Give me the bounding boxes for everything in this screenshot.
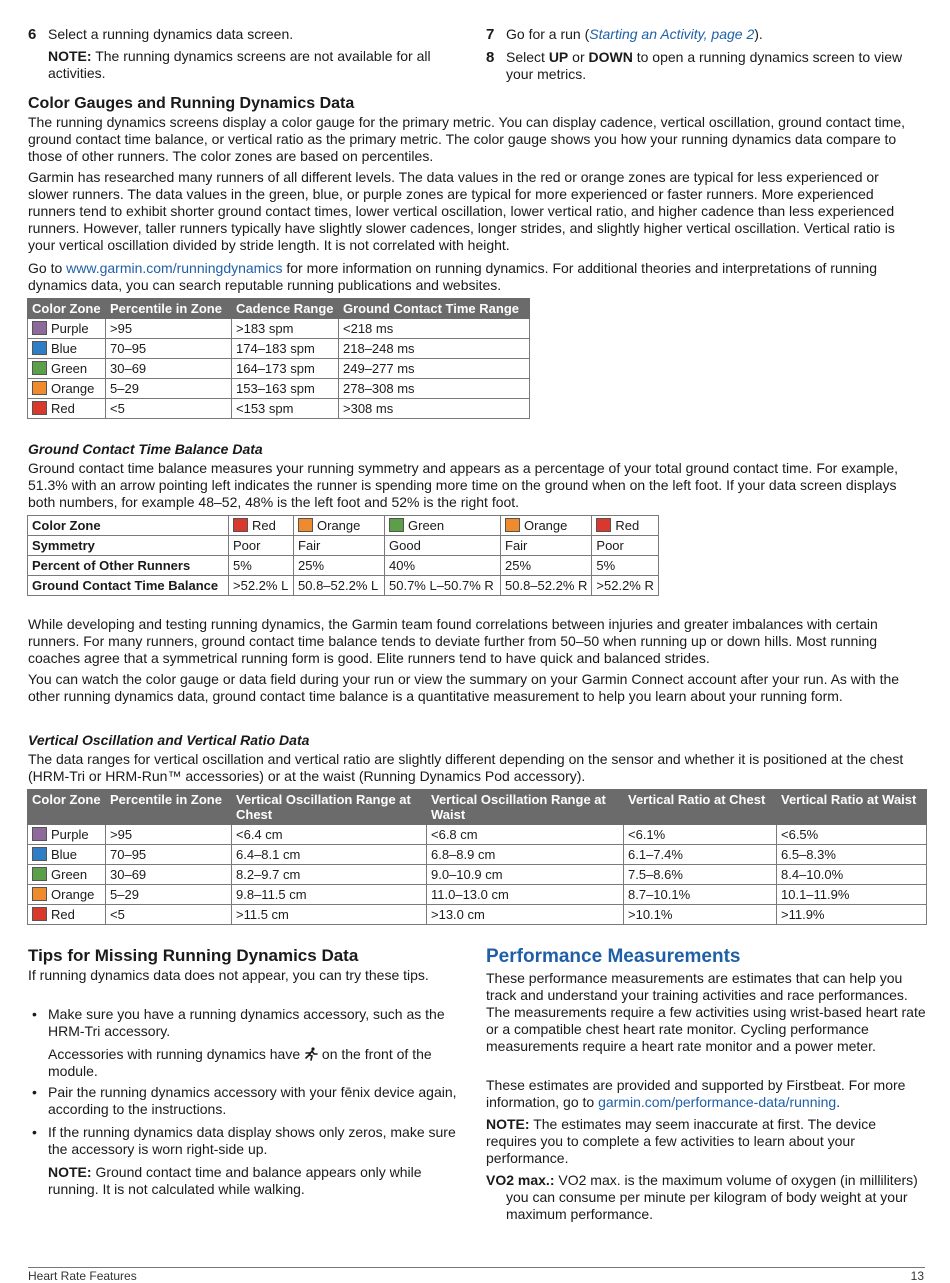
paragraph: If running dynamics data does not appear, you can try these tips. bbox=[28, 967, 429, 983]
table-cell: 50.8–52.2% R bbox=[501, 576, 592, 596]
table-cell: <6.4 cm bbox=[232, 825, 427, 845]
paragraph: You can watch the color gauge or data field during your run or view the summary on your Garmin Connect account after your run. As with the other running dynamics data, ground contact time balance is a quantitative measurement to help you learn about your running form. bbox=[28, 671, 900, 704]
table-row bbox=[28, 359, 530, 379]
note-label: NOTE: bbox=[486, 1116, 530, 1132]
col-header: Color Zone bbox=[28, 299, 106, 319]
zone-label: Red bbox=[51, 907, 75, 922]
step-note bbox=[48, 48, 458, 82]
zone-cell bbox=[28, 379, 106, 399]
zone-cell bbox=[28, 885, 106, 905]
zone-cell bbox=[28, 845, 106, 865]
list-item bbox=[28, 1006, 468, 1080]
bullet-text: Pair the running dynamics accessory with your fēnix device again, according to the instructions. bbox=[48, 1084, 457, 1117]
color-swatch bbox=[32, 907, 47, 921]
zone-label: Blue bbox=[51, 847, 78, 862]
col-header: Color Zone bbox=[28, 790, 106, 825]
key-up: UP bbox=[548, 49, 569, 65]
table-cell: 5–29 bbox=[106, 379, 232, 399]
section-title-gct-balance: Ground Contact Time Balance Data bbox=[28, 441, 263, 457]
table-row bbox=[28, 536, 659, 556]
text: . bbox=[836, 1094, 841, 1110]
zone-label: Green bbox=[408, 518, 445, 533]
paragraph: Garmin has researched many runners of all different levels. The data values in the red or orange zones are typical for less experienced or slower runners. The data values in the green, blue, or purple zones are typical for more experienced or faster runners. More experienced runners tend to exhibit shorter ground contact times, lower vertical oscillation, lower vertical ratio, and higher cadence than less experienced runners. However, taller runners typically have slightly slower cadences, longer strides, and slightly higher vertical oscillation. Vertical ratio is your vertical oscillation divided by stride length. It is not correlated with height. bbox=[28, 169, 895, 253]
table-cell: <218 ms bbox=[339, 319, 530, 339]
list-item bbox=[28, 1124, 468, 1198]
col-header: Vertical Ratio at Waist bbox=[777, 790, 927, 825]
table-cell: 8.4–10.0% bbox=[777, 865, 927, 885]
paragraph: While developing and testing running dynamics, the Garmin team found correlations between injuries and greater imbalances with certain runners. For many runners, ground contact time balance tends to deviate further from 50–50 when running up or down hills. Most running coaches agree that a symmetrical running form is good. Elite runners tend to have quick and balanced strides. bbox=[28, 616, 878, 666]
row-label: Ground Contact Time Balance bbox=[28, 576, 229, 596]
footer-rule bbox=[28, 1267, 925, 1268]
col-header: Percentile in Zone bbox=[106, 299, 232, 319]
step-text bbox=[506, 26, 926, 43]
zone-cell bbox=[28, 399, 106, 419]
cross-reference-link[interactable]: Starting an Activity, page 2 bbox=[589, 26, 755, 42]
zone-cell bbox=[28, 825, 106, 845]
table-cell: Poor bbox=[229, 536, 294, 556]
note bbox=[486, 1116, 926, 1167]
color-swatch bbox=[32, 401, 47, 415]
bullet-text: If the running dynamics data display shows only zeros, make sure the accessory is worn right-side up. bbox=[48, 1124, 456, 1157]
definition bbox=[486, 1172, 926, 1223]
zone-label: Purple bbox=[51, 827, 89, 842]
col-header: Cadence Range bbox=[232, 299, 339, 319]
table-cell: 30–69 bbox=[106, 865, 232, 885]
definition-body: VO2 max. is the maximum volume of oxygen (in milliliters) you can consume per minute per kilogram of body weight at your maximum performance. bbox=[506, 1172, 918, 1222]
section-title-performance: Performance Measurements bbox=[486, 946, 741, 967]
table-cell: >52.2% L bbox=[229, 576, 294, 596]
step-text-pre: Select bbox=[506, 49, 549, 65]
table-cell: 8.7–10.1% bbox=[624, 885, 777, 905]
step-7 bbox=[486, 26, 926, 43]
table-cell: 174–183 spm bbox=[232, 339, 339, 359]
zone-label: Blue bbox=[51, 341, 78, 356]
table-cell: 6.8–8.9 cm bbox=[427, 845, 624, 865]
key-down: DOWN bbox=[588, 49, 633, 65]
color-swatch bbox=[32, 321, 47, 335]
zone-cell bbox=[28, 319, 106, 339]
color-swatch bbox=[32, 341, 47, 355]
table-cell: 249–277 ms bbox=[339, 359, 530, 379]
table-cell: 5% bbox=[592, 556, 659, 576]
footer-section-name: Heart Rate Features bbox=[28, 1269, 137, 1283]
table-row bbox=[28, 576, 659, 596]
zone-label: Red bbox=[615, 518, 640, 533]
zone-cell bbox=[28, 905, 106, 925]
zone-cell bbox=[229, 516, 294, 536]
paragraph: The data ranges for vertical oscillation and vertical ratio are slightly different depending on the sensor and whether it is positioned at the chest (HRM-Tri or HRM-Run™ accessories) or at the waist (Running Dynamics Pod accessory). bbox=[28, 751, 904, 784]
row-label: Percent of Other Runners bbox=[28, 556, 229, 576]
table-cell: 25% bbox=[294, 556, 385, 576]
table-row bbox=[28, 845, 927, 865]
note-label: NOTE: bbox=[48, 48, 92, 64]
table-cell: 164–173 spm bbox=[232, 359, 339, 379]
definition-term: VO2 max.: bbox=[486, 1172, 555, 1188]
step-number: 8 bbox=[486, 49, 495, 66]
zone-cell bbox=[28, 865, 106, 885]
table-cell: 6.5–8.3% bbox=[777, 845, 927, 865]
table-row bbox=[28, 865, 927, 885]
note bbox=[48, 1164, 468, 1198]
note-text: The estimates may seem inaccurate at first. The device requires you to complete a few activities to learn about your performance. bbox=[486, 1116, 877, 1166]
table-cell: >11.5 cm bbox=[232, 905, 427, 925]
table-row bbox=[28, 905, 927, 925]
table-cell: 6.1–7.4% bbox=[624, 845, 777, 865]
step-number: 6 bbox=[28, 26, 37, 43]
step-text bbox=[506, 49, 926, 83]
table-cell: <153 spm bbox=[232, 399, 339, 419]
table-cell: 11.0–13.0 cm bbox=[427, 885, 624, 905]
paragraph bbox=[28, 260, 920, 294]
bullet: • bbox=[32, 1084, 37, 1100]
vertical-oscillation-table bbox=[27, 789, 927, 925]
row-label: Symmetry bbox=[28, 536, 229, 556]
color-swatch bbox=[32, 887, 47, 901]
zone-label: Orange bbox=[524, 518, 568, 533]
zone-label: Purple bbox=[51, 321, 89, 336]
table-cell: 30–69 bbox=[106, 359, 232, 379]
col-header: Vertical Ratio at Chest bbox=[624, 790, 777, 825]
col-header: Vertical Oscillation Range at Chest bbox=[232, 790, 427, 825]
table-cell: >95 bbox=[106, 825, 232, 845]
table-cell: Fair bbox=[294, 536, 385, 556]
row-label: Color Zone bbox=[28, 516, 229, 536]
table-cell: 218–248 ms bbox=[339, 339, 530, 359]
step-text-mid: or bbox=[568, 49, 589, 65]
step-text-pre: Go for a run ( bbox=[506, 26, 590, 42]
running-dynamics-icon bbox=[304, 1047, 318, 1061]
table-row bbox=[28, 556, 659, 576]
step-text-post: ). bbox=[754, 26, 763, 42]
table-cell: <6.5% bbox=[777, 825, 927, 845]
note-text: Ground contact time and balance appears only while running. It is not calculated while walking. bbox=[48, 1164, 422, 1197]
bullet: • bbox=[32, 1124, 37, 1140]
color-swatch bbox=[298, 518, 313, 532]
zone-label: Green bbox=[51, 361, 88, 376]
step-text: Select a running dynamics data screen. bbox=[48, 26, 294, 42]
table-cell: Poor bbox=[592, 536, 659, 556]
zone-cell bbox=[501, 516, 592, 536]
step-text-post: to open a running dynamics screen to view your metrics. bbox=[506, 49, 903, 82]
table-cell: >95 bbox=[106, 319, 232, 339]
table-cell: <5 bbox=[106, 399, 232, 419]
bullet: • bbox=[32, 1006, 37, 1022]
col-header: Ground Contact Time Range bbox=[339, 299, 530, 319]
table-cell: >52.2% R bbox=[592, 576, 659, 596]
color-swatch bbox=[389, 518, 404, 532]
step-8 bbox=[486, 49, 926, 83]
paragraph: These performance measurements are estimates that can help you track and understand your training activities and race performances. The measurements require a few activities using wrist-based heart rate or a compatible chest heart rate monitor. Cycling performance measurements require a heart rate monitor and a power meter. bbox=[486, 970, 926, 1054]
list-item bbox=[28, 1084, 468, 1118]
zone-cell bbox=[28, 359, 106, 379]
page-number: 13 bbox=[910, 1269, 924, 1283]
color-swatch bbox=[505, 518, 520, 532]
table-cell: 5% bbox=[229, 556, 294, 576]
color-swatch bbox=[32, 361, 47, 375]
table-cell: 50.8–52.2% L bbox=[294, 576, 385, 596]
text: These estimates are provided and supported by Firstbeat. For more information, go to bbox=[486, 1077, 906, 1110]
section-title-tips: Tips for Missing Running Dynamics Data bbox=[28, 946, 359, 965]
table-cell: 7.5–8.6% bbox=[624, 865, 777, 885]
color-swatch bbox=[32, 827, 47, 841]
table-cell: Good bbox=[385, 536, 501, 556]
zone-label: Orange bbox=[317, 518, 361, 533]
gct-balance-table bbox=[27, 515, 659, 596]
definition-text bbox=[486, 1172, 926, 1223]
table-cell: >11.9% bbox=[777, 905, 927, 925]
bullet-text: Make sure you have a running dynamics accessory, such as the HRM-Tri accessory. bbox=[48, 1006, 445, 1039]
zone-cell bbox=[28, 339, 106, 359]
table-row bbox=[28, 339, 530, 359]
text: on the front of the module. bbox=[48, 1046, 432, 1079]
zone-cell bbox=[385, 516, 501, 536]
text: Go to bbox=[28, 260, 67, 276]
color-swatch bbox=[233, 518, 248, 532]
table-header-row bbox=[28, 790, 927, 825]
paragraph bbox=[486, 1077, 926, 1111]
table-row bbox=[28, 319, 530, 339]
table-cell: 9.8–11.5 cm bbox=[232, 885, 427, 905]
table-cell: >13.0 cm bbox=[427, 905, 624, 925]
col-header: Vertical Oscillation Range at Waist bbox=[427, 790, 624, 825]
table-cell: 9.0–10.9 cm bbox=[427, 865, 624, 885]
bullet-subtext bbox=[48, 1046, 468, 1080]
color-swatch bbox=[596, 518, 611, 532]
table-cell: 8.2–9.7 cm bbox=[232, 865, 427, 885]
table-cell: <6.8 cm bbox=[427, 825, 624, 845]
zone-label: Orange bbox=[51, 381, 95, 396]
note-label: NOTE: bbox=[48, 1164, 92, 1180]
table-cell: 25% bbox=[501, 556, 592, 576]
table-cell: 50.7% L–50.7% R bbox=[385, 576, 501, 596]
table-cell: 5–29 bbox=[106, 885, 232, 905]
table-row bbox=[28, 516, 659, 536]
table-cell: Fair bbox=[501, 536, 592, 556]
section-title-color-gauges: Color Gauges and Running Dynamics Data bbox=[28, 95, 355, 112]
table-cell: 10.1–11.9% bbox=[777, 885, 927, 905]
paragraph: Ground contact time balance measures your running symmetry and appears as a percentage of your total ground contact time. For example, 51.3% with an arrow pointing left indicates the runner is spending more time on the ground when on the left foot. If your data screen displays both numbers, for example 48–52, 48% is the left foot and 52% is the right foot. bbox=[28, 460, 899, 510]
table-header-row bbox=[28, 299, 530, 319]
text: Accessories with running dynamics have bbox=[48, 1046, 305, 1062]
step-number: 7 bbox=[486, 26, 495, 43]
zone-label: Green bbox=[51, 867, 88, 882]
table-cell: <5 bbox=[106, 905, 232, 925]
table-cell: >10.1% bbox=[624, 905, 777, 925]
table-cell: 153–163 spm bbox=[232, 379, 339, 399]
zone-label: Red bbox=[51, 401, 75, 416]
text: for more information on running dynamics. For additional theories and interpretations of running dynamics data, you can search reputable running publications and websites. bbox=[28, 260, 878, 293]
step-6 bbox=[28, 26, 458, 82]
table-cell: >308 ms bbox=[339, 399, 530, 419]
table-row bbox=[28, 379, 530, 399]
cadence-gct-table bbox=[27, 298, 530, 419]
table-cell: 278–308 ms bbox=[339, 379, 530, 399]
col-header: Percentile in Zone bbox=[106, 790, 232, 825]
section-title-vertical-oscillation: Vertical Oscillation and Vertical Ratio Data bbox=[28, 732, 310, 748]
table-cell: 70–95 bbox=[106, 339, 232, 359]
table-row bbox=[28, 399, 530, 419]
zone-label: Orange bbox=[51, 887, 95, 902]
table-cell: >183 spm bbox=[232, 319, 339, 339]
zone-cell bbox=[294, 516, 385, 536]
table-cell: 6.4–8.1 cm bbox=[232, 845, 427, 865]
zone-cell bbox=[592, 516, 659, 536]
table-cell: 70–95 bbox=[106, 845, 232, 865]
paragraph: The running dynamics screens display a color gauge for the primary metric. You can display cadence, vertical oscillation, ground contact time, ground contact time balance, or vertical ratio as the primary metric. The color gauge shows you how your running dynamics data compare to those of other runners. The color zones are based on percentiles. bbox=[28, 114, 906, 164]
zone-label: Red bbox=[252, 518, 276, 533]
performance-data-link[interactable]: garmin.com/performance-data/running bbox=[598, 1094, 837, 1110]
color-swatch bbox=[32, 381, 47, 395]
table-row bbox=[28, 825, 927, 845]
table-row bbox=[28, 885, 927, 905]
color-swatch bbox=[32, 847, 47, 861]
color-swatch bbox=[32, 867, 47, 881]
table-cell: 40% bbox=[385, 556, 501, 576]
runningdynamics-link[interactable]: www.garmin.com/runningdynamics bbox=[66, 260, 283, 276]
note-text: The running dynamics screens are not available for all activities. bbox=[48, 48, 431, 81]
table-cell: <6.1% bbox=[624, 825, 777, 845]
